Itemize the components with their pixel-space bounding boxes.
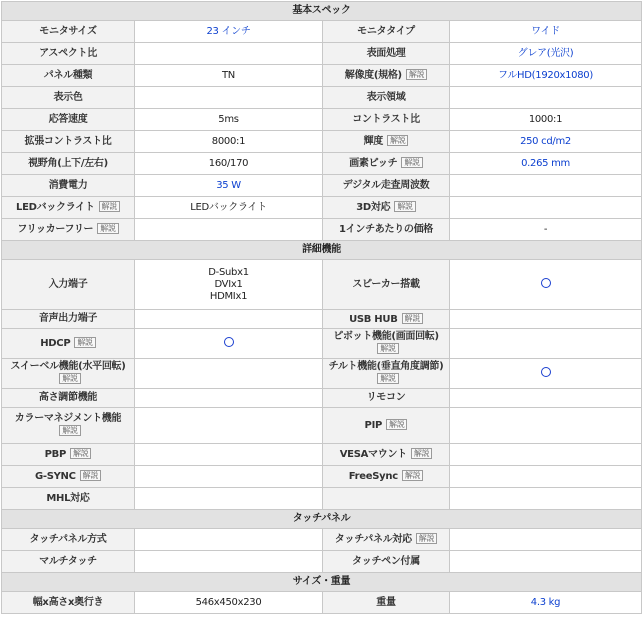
label-led-backlight [2, 197, 135, 219]
label-audio-output: 音声出力端子 [2, 310, 135, 329]
help-button-hdcp[interactable]: 解説 [74, 337, 95, 348]
value-flicker-free [135, 219, 323, 241]
value-freesync [450, 466, 642, 488]
circle-mark-tilt [541, 367, 551, 377]
help-button-pip[interactable]: 解説 [386, 419, 407, 430]
help-button-led-backlight[interactable]: 解説 [99, 201, 120, 212]
label-pbp-text: PBP [44, 449, 66, 460]
help-button-brightness[interactable]: 解説 [387, 135, 408, 146]
value-multi-touch [135, 551, 323, 573]
help-button-vesa-mount[interactable]: 解説 [411, 448, 432, 459]
label-3d-support [323, 197, 450, 219]
label-vesa-mount [323, 444, 450, 466]
label-freesync-text: FreeSync [348, 471, 398, 482]
value-display-colors [135, 87, 323, 109]
value-touch-pen [450, 551, 642, 573]
label-remote: リモコン [323, 389, 450, 408]
label-surface-treatment: 表面処理 [323, 43, 450, 65]
label-height-adjust: 高さ調節機能 [2, 389, 135, 408]
label-pixel-pitch [323, 153, 450, 175]
value-hdcp [135, 329, 323, 359]
help-button-pbp[interactable]: 解説 [70, 448, 91, 459]
label-weight: 重量 [323, 592, 450, 614]
value-input-ports: D-Subx1 DVIx1 HDMIx1 [135, 260, 323, 310]
label-price-per-inch: 1インチあたりの価格 [323, 219, 450, 241]
label-pixel-pitch-text: 画素ピッチ [349, 158, 398, 169]
help-button-g-sync[interactable]: 解説 [80, 470, 101, 481]
label-tilt [323, 359, 450, 389]
value-audio-output [135, 310, 323, 329]
label-tilt-text: チルト機能(垂直角度調節) [328, 361, 444, 372]
label-multi-touch: マルチタッチ [2, 551, 135, 573]
value-color-management [135, 408, 323, 444]
label-flicker-free-text: フリッカーフリー [17, 224, 94, 235]
label-extended-contrast: 拡張コントラスト比 [2, 131, 135, 153]
help-button-freesync[interactable]: 解説 [402, 470, 423, 481]
value-blank [450, 488, 642, 510]
value-dimensions: 546x450x230 [135, 592, 323, 614]
spec-table [1, 1, 642, 614]
label-freesync [323, 466, 450, 488]
help-button-resolution[interactable]: 解説 [406, 69, 427, 80]
label-hdcp [2, 329, 135, 359]
value-tilt [450, 359, 642, 389]
label-color-management [2, 408, 135, 444]
value-display-area [450, 87, 642, 109]
label-color-management-text: カラーマネジメント機能 [14, 413, 122, 424]
label-scan-frequency: デジタル走査周波数 [323, 175, 450, 197]
value-price-per-inch: - [450, 219, 642, 241]
value-g-sync [135, 466, 323, 488]
help-button-pixel-pitch[interactable]: 解説 [401, 157, 422, 168]
label-speaker: スピーカー搭載 [323, 260, 450, 310]
help-button-3d-support[interactable]: 解説 [394, 201, 415, 212]
value-led-backlight: LEDバックライト [135, 197, 323, 219]
value-touch-method [135, 529, 323, 551]
label-led-backlight-text: LEDバックライト [16, 202, 95, 213]
label-resolution [323, 65, 450, 87]
help-button-color-management[interactable]: 解説 [59, 425, 80, 436]
label-resolution-text: 解像度(規格) [344, 70, 402, 81]
label-blank [323, 488, 450, 510]
value-pip [450, 408, 642, 444]
value-usb-hub [450, 310, 642, 329]
label-dimensions: 幅x高さx奥行き [2, 592, 135, 614]
value-brightness-link[interactable]: 250 cd/m2 [450, 131, 642, 153]
label-pivot [323, 329, 450, 359]
value-extended-contrast: 8000:1 [135, 131, 323, 153]
value-remote [450, 389, 642, 408]
label-mhl: MHL対応 [2, 488, 135, 510]
label-g-sync-text: G-SYNC [34, 471, 76, 482]
label-contrast-ratio: コントラスト比 [323, 109, 450, 131]
help-button-usb-hub[interactable]: 解説 [402, 313, 423, 324]
label-flicker-free [2, 219, 135, 241]
label-monitor-type: モニタタイプ [323, 21, 450, 43]
label-vesa-mount-text: VESAマウント [339, 449, 407, 460]
label-brightness [323, 131, 450, 153]
section-header-detail-features: 詳細機能 [2, 241, 642, 260]
circle-mark-hdcp [224, 337, 234, 347]
value-weight-link[interactable]: 4.3 kg [450, 592, 642, 614]
value-monitor-type-link[interactable]: ワイド [450, 21, 642, 43]
label-g-sync [2, 466, 135, 488]
value-3d-support [450, 197, 642, 219]
help-button-tilt[interactable]: 解説 [377, 373, 398, 384]
label-input-ports: 入力端子 [2, 260, 135, 310]
value-speaker [450, 260, 642, 310]
label-swivel-text: スイーベル機能(水平回転) [10, 361, 126, 372]
value-swivel [135, 359, 323, 389]
label-touch-method: タッチパネル方式 [2, 529, 135, 551]
label-aspect-ratio: アスペクト比 [2, 43, 135, 65]
label-touch-support-text: タッチパネル対応 [334, 534, 412, 545]
label-viewing-angle: 視野角(上下/左右) [2, 153, 135, 175]
value-monitor-size-link[interactable]: 23 インチ [135, 21, 323, 43]
help-button-swivel[interactable]: 解説 [59, 373, 80, 384]
label-pip-text: PIP [364, 420, 383, 431]
value-scan-frequency [450, 175, 642, 197]
value-pixel-pitch-link[interactable]: 0.265 mm [450, 153, 642, 175]
label-pivot-text: ピボット機能(画面回転) [333, 331, 439, 342]
label-swivel [2, 359, 135, 389]
value-pivot [450, 329, 642, 359]
label-usb-hub-text: USB HUB [349, 313, 398, 325]
value-touch-support [450, 529, 642, 551]
label-hdcp-text: HDCP [40, 338, 71, 349]
label-pip [323, 408, 450, 444]
section-header-touch-panel: タッチパネル [2, 510, 642, 529]
label-response-time: 応答速度 [2, 109, 135, 131]
value-aspect-ratio [135, 43, 323, 65]
circle-mark-speaker [541, 278, 551, 288]
value-height-adjust [135, 389, 323, 408]
help-button-flicker-free[interactable]: 解説 [97, 223, 118, 234]
label-touch-support [323, 529, 450, 551]
value-contrast-ratio: 1000:1 [450, 109, 642, 131]
value-power-consumption-link[interactable]: 35 W [135, 175, 323, 197]
value-panel-type: TN [135, 65, 323, 87]
label-3d-support-text: 3D対応 [356, 202, 391, 213]
value-response-time: 5ms [135, 109, 323, 131]
label-brightness-text: 輝度 [363, 136, 383, 147]
label-power-consumption: 消費電力 [2, 175, 135, 197]
value-vesa-mount [450, 444, 642, 466]
value-viewing-angle: 160/170 [135, 153, 323, 175]
value-pbp [135, 444, 323, 466]
help-button-touch-support[interactable]: 解説 [416, 533, 437, 544]
label-touch-pen: タッチペン付属 [323, 551, 450, 573]
section-header-size-weight: サイズ・重量 [2, 573, 642, 592]
label-display-colors: 表示色 [2, 87, 135, 109]
value-resolution-link[interactable]: フルHD(1920x1080) [450, 65, 642, 87]
label-panel-type: パネル種類 [2, 65, 135, 87]
label-usb-hub [323, 310, 450, 329]
label-display-area: 表示領域 [323, 87, 450, 109]
label-monitor-size: モニタサイズ [2, 21, 135, 43]
label-pbp [2, 444, 135, 466]
value-mhl [135, 488, 323, 510]
help-button-pivot[interactable]: 解説 [377, 343, 398, 354]
section-header-basic-spec: 基本スペック [2, 2, 642, 21]
value-surface-treatment-link[interactable]: グレア(光沢) [450, 43, 642, 65]
